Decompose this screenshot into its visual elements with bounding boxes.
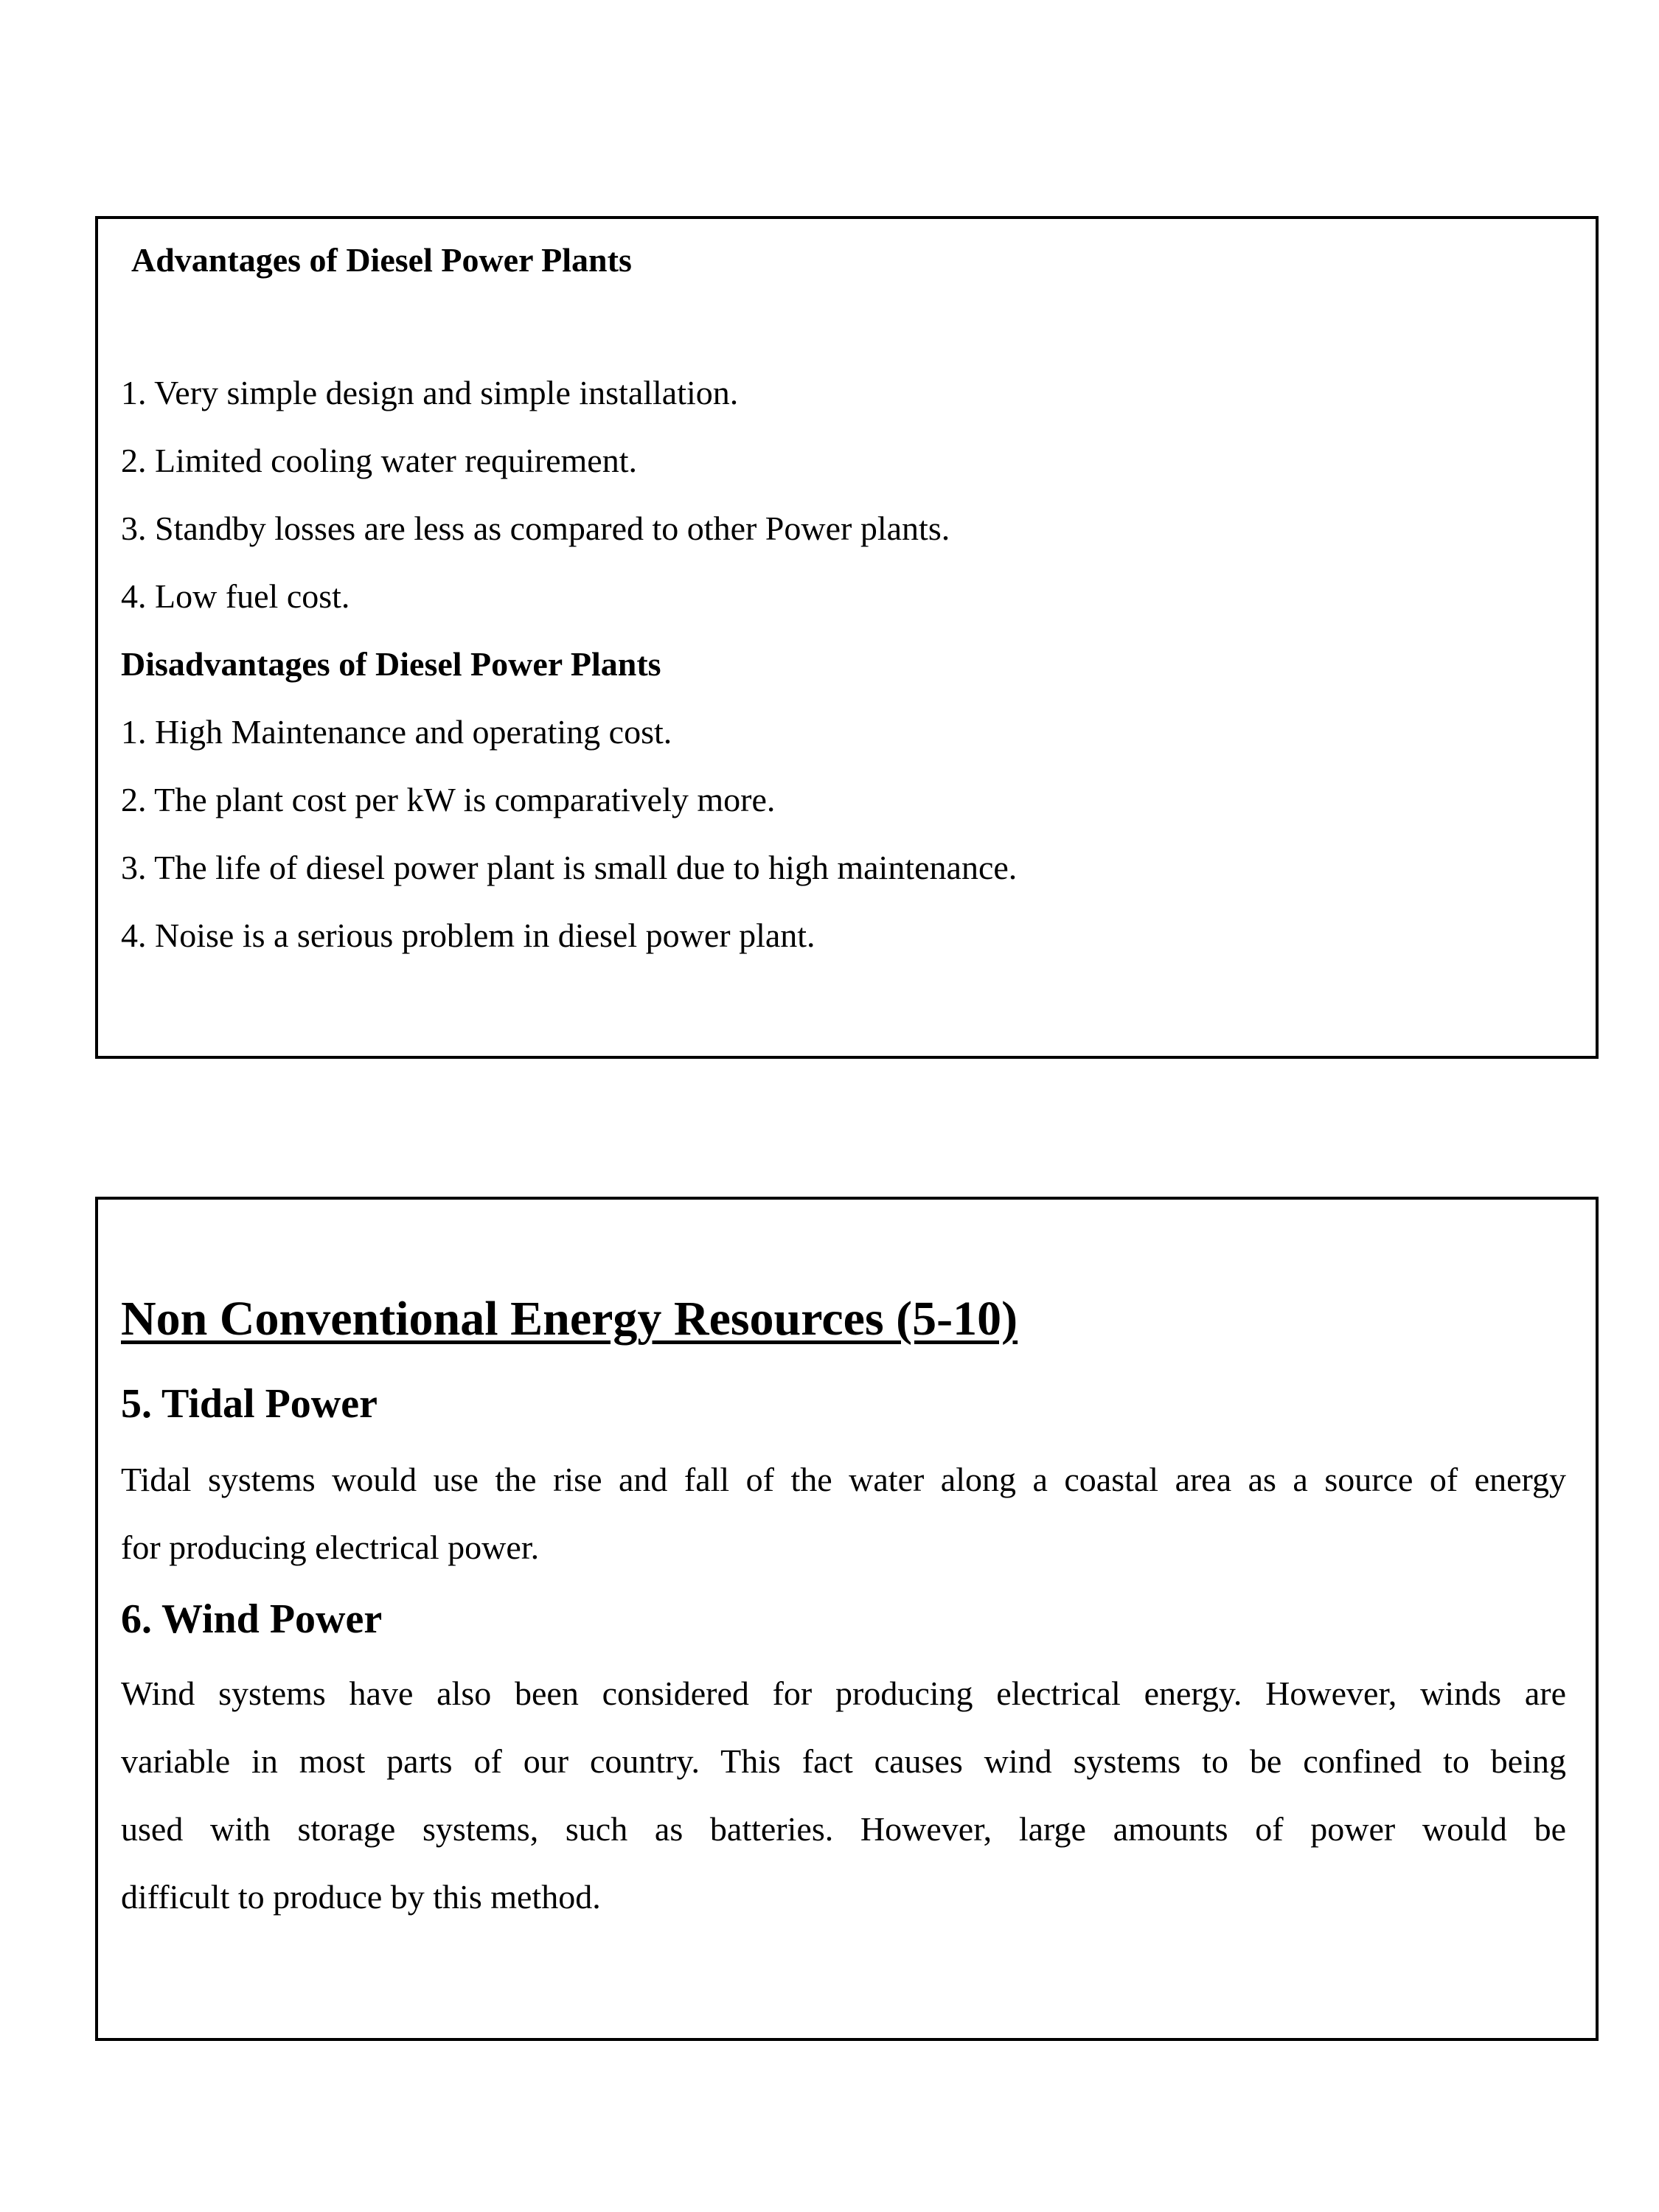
advantage-item: 2. Limited cooling water requirement. — [121, 442, 637, 479]
wind-paragraph-line: used with storage systems, such as batteries. However, large amounts of power would be — [121, 1810, 1566, 1848]
disadvantages-heading: Disadvantages of Diesel Power Plants — [121, 645, 661, 683]
disadvantage-item: 3. The life of diesel power plant is small due to high maintenance. — [121, 849, 1018, 886]
disadvantage-item: 1. High Maintenance and operating cost. — [121, 713, 672, 751]
disadvantage-item: 4. Noise is a serious problem in diesel power plant. — [121, 917, 815, 954]
advantage-item: 4. Low fuel cost. — [121, 577, 350, 615]
wind-power-heading: 6. Wind Power — [121, 1596, 383, 1642]
advantages-heading: Advantages of Diesel Power Plants — [131, 241, 632, 279]
wind-paragraph-line: variable in most parts of our country. This fact causes wind systems to be confined to being — [121, 1742, 1566, 1780]
tidal-power-heading: 5. Tidal Power — [121, 1381, 378, 1427]
advantage-item: 3. Standby losses are less as compared to other Power plants. — [121, 509, 950, 547]
section-title: Non Conventional Energy Resources (5-10) — [121, 1292, 1018, 1346]
wind-paragraph-line: difficult to produce by this method. — [121, 1878, 601, 1916]
tidal-paragraph-line: for producing electrical power. — [121, 1528, 540, 1566]
wind-paragraph-line: Wind systems have also been considered for producing electrical energy. However, winds are — [121, 1674, 1566, 1712]
advantage-item: 1. Very simple design and simple installation. — [121, 374, 739, 411]
disadvantage-item: 2. The plant cost per kW is comparatively more. — [121, 781, 776, 818]
tidal-paragraph-line: Tidal systems would use the rise and fall of the water along a coastal area as a source of energy — [121, 1461, 1566, 1498]
